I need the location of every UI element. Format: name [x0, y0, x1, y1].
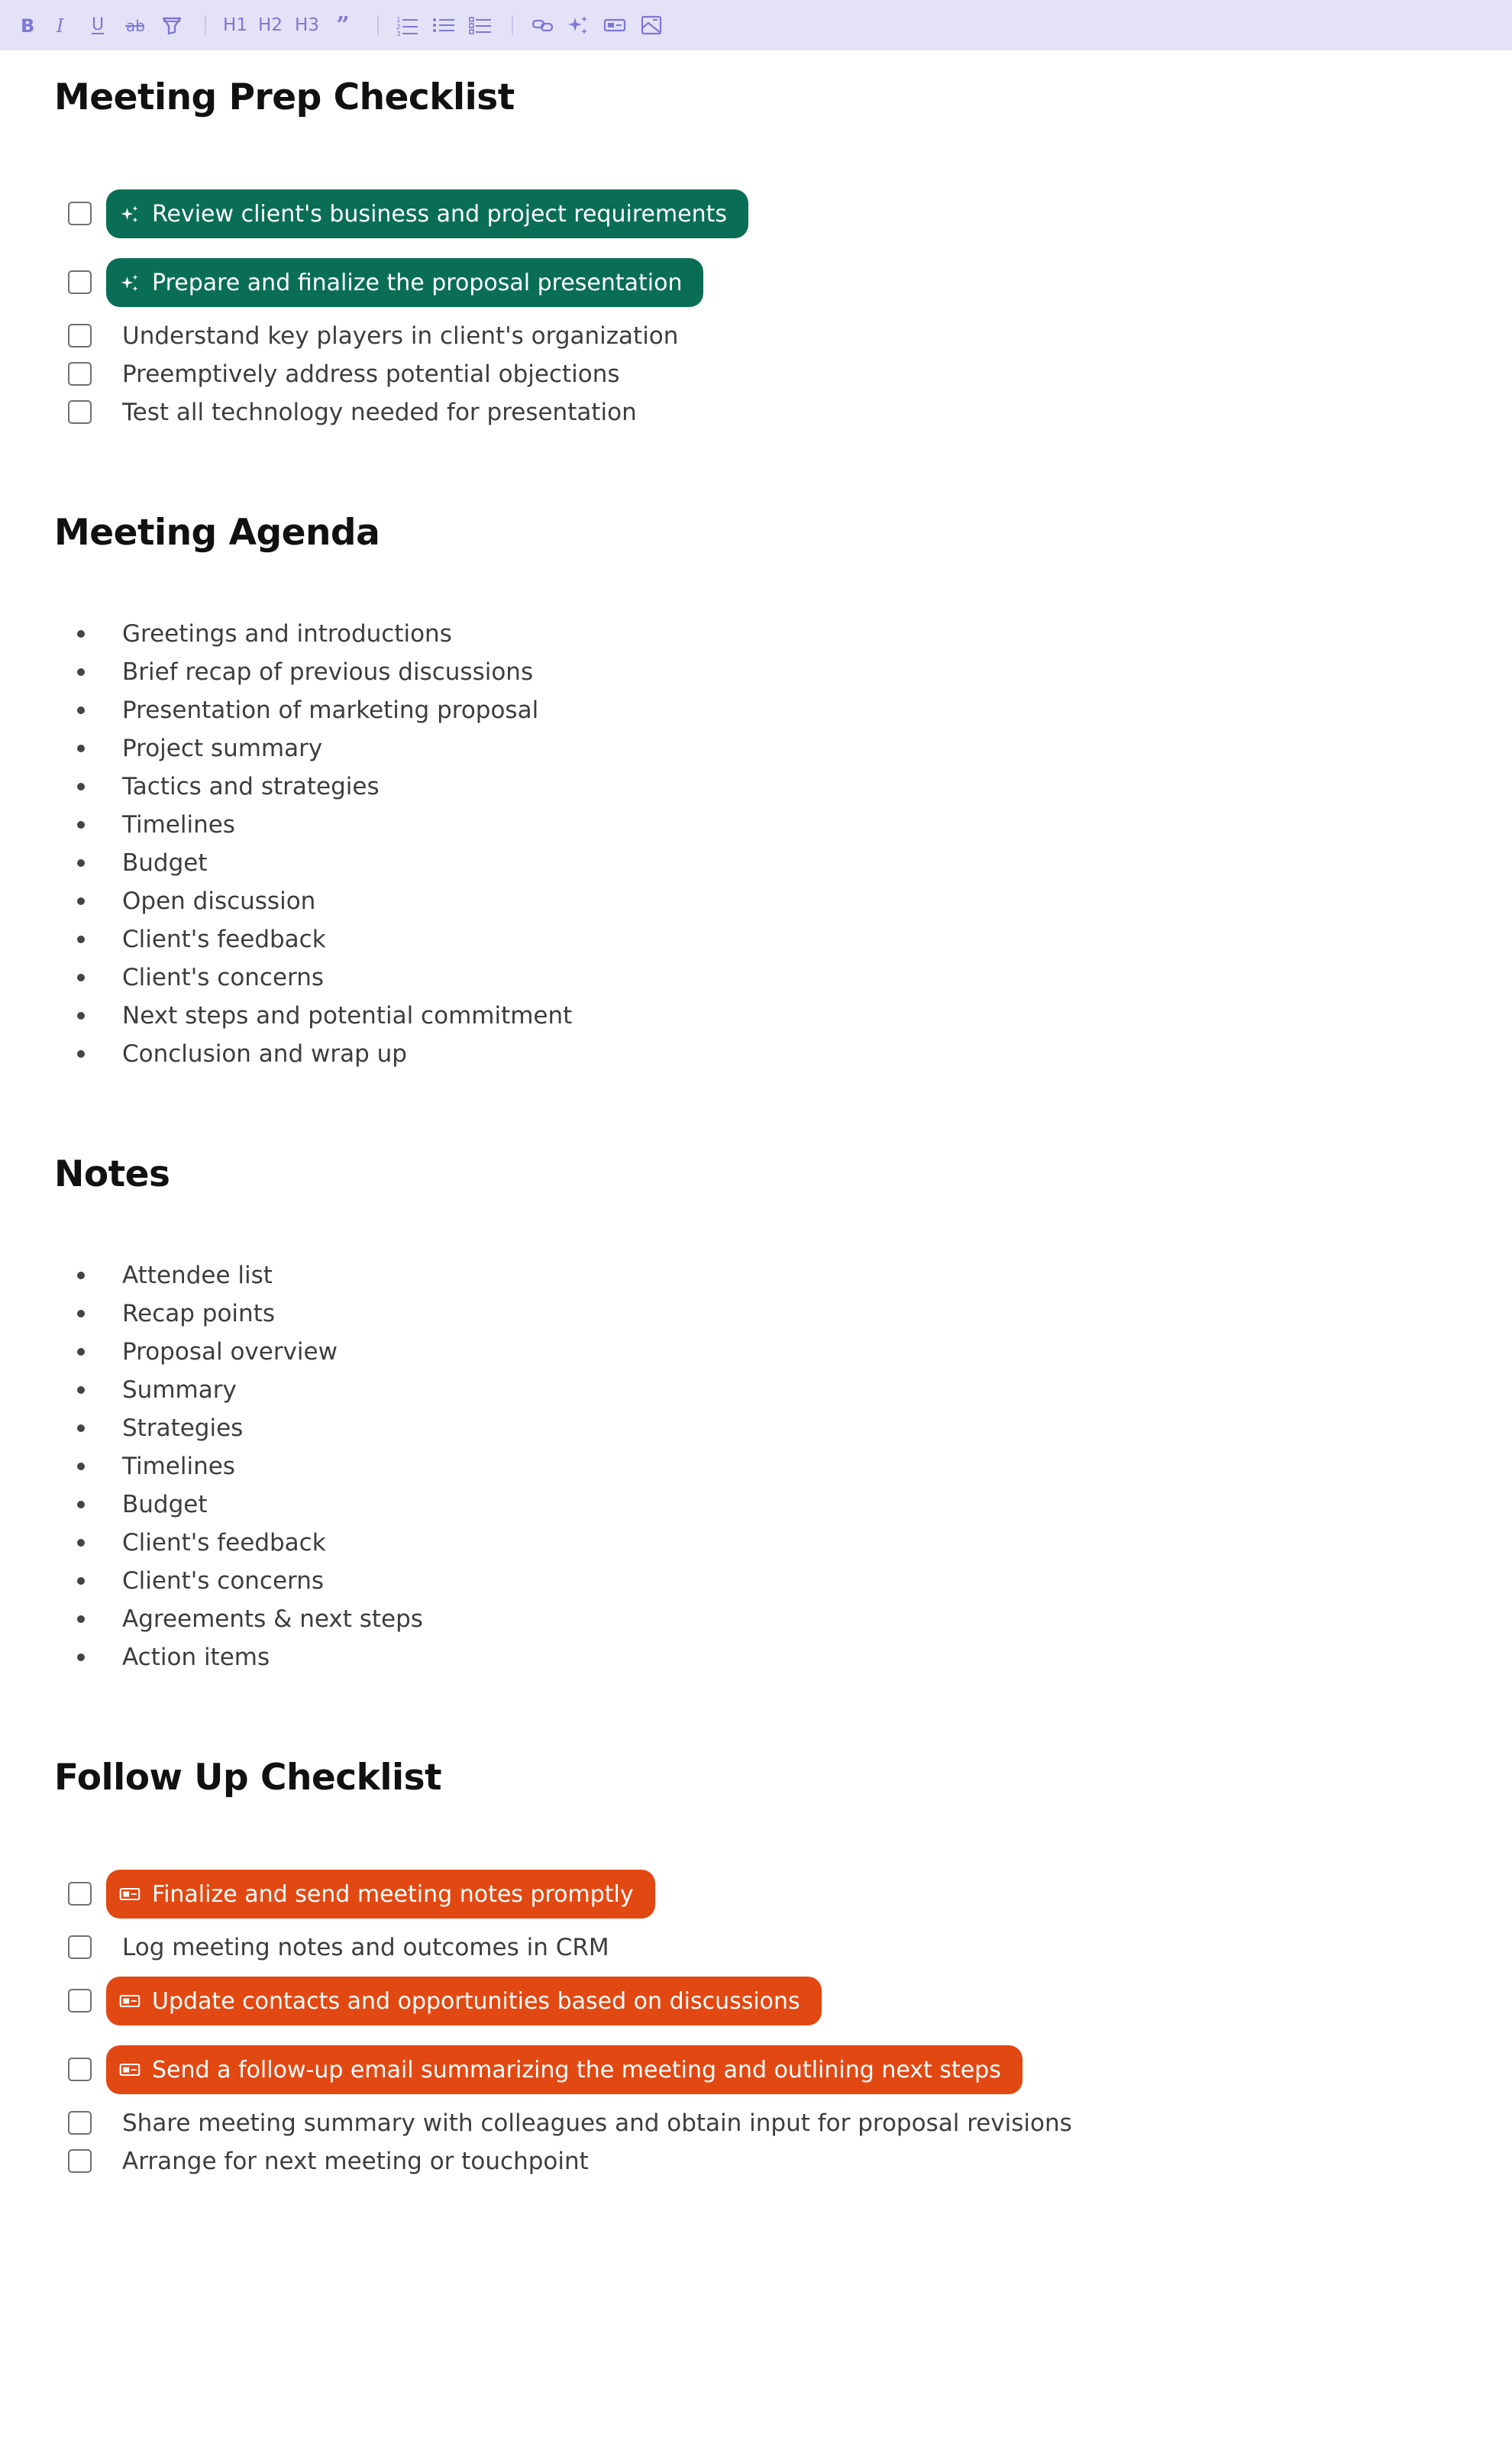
list-item	[0, 1447, 1512, 1485]
pill-label: Finalize and send meeting notes promptly	[152, 1880, 634, 1908]
list-item	[0, 844, 1512, 882]
bullet-dot	[77, 783, 85, 790]
list-item-text: Brief recap of previous discussions	[122, 658, 534, 686]
checklist-item	[0, 2104, 1512, 2142]
list-item-text: Summary	[122, 1376, 237, 1404]
checkbox[interactable]	[68, 2149, 92, 2173]
list-item-text: Agreements & next steps	[122, 1605, 423, 1633]
toolbar-divider	[512, 15, 513, 35]
bullet-dot	[77, 821, 85, 829]
document-editor[interactable]	[0, 50, 1512, 2444]
link-icon[interactable]	[530, 11, 556, 39]
list-item	[0, 1600, 1512, 1638]
checkbox[interactable]	[68, 1882, 92, 1906]
checklist-item-text: Log meeting notes and outcomes in CRM	[122, 1934, 609, 1961]
bullet-dot	[77, 1012, 85, 1020]
strikethrough-icon[interactable]	[122, 11, 148, 39]
section-heading-followup: Follow Up Checklist	[54, 1757, 442, 1799]
list-item	[0, 1295, 1512, 1333]
crm-task-pill[interactable]	[106, 1977, 822, 2025]
list-item	[0, 920, 1512, 959]
bullet-dot	[77, 630, 85, 638]
checkbox[interactable]	[68, 324, 92, 348]
checklist-item	[0, 2142, 1512, 2181]
formatting-toolbar	[0, 0, 1512, 50]
section-heading-agenda: Meeting Agenda	[54, 512, 380, 554]
list-item	[0, 1638, 1512, 1676]
bullet-dot	[77, 1050, 85, 1058]
svg-text:2: 2	[396, 24, 401, 31]
svg-text:I: I	[57, 15, 64, 37]
checklist-item	[0, 317, 1512, 355]
list-item	[0, 1524, 1512, 1562]
bullet-dot	[77, 1310, 85, 1317]
section-heading-notes: Notes	[54, 1153, 170, 1195]
list-item-text: Budget	[122, 849, 208, 877]
checkbox[interactable]	[68, 2111, 92, 2135]
image-icon[interactable]	[638, 11, 664, 39]
checklist-item-text: Preemptively address potential objections	[122, 360, 620, 388]
checklist-item	[0, 393, 1512, 432]
pill-label: Prepare and finalize the proposal presentation	[152, 269, 683, 296]
list-item-text: Open discussion	[122, 887, 316, 915]
checklist-item-text: Arrange for next meeting or touchpoint	[122, 2148, 589, 2175]
crm-field-icon	[118, 2058, 141, 2081]
list-item	[0, 959, 1512, 997]
bullet-dot	[77, 974, 85, 981]
bullet-dot	[77, 1615, 85, 1623]
ordered-list-icon[interactable]	[394, 11, 420, 39]
crm-task-pill[interactable]	[106, 1870, 655, 1919]
bullet-dot	[77, 936, 85, 943]
bullet-dot	[77, 1654, 85, 1661]
svg-text:ab: ab	[126, 17, 145, 35]
checklist-item	[0, 2051, 1512, 2089]
list-item	[0, 1256, 1512, 1295]
list-item-text: Attendee list	[122, 1262, 273, 1289]
list-item-text: Client's concerns	[122, 964, 325, 991]
checklist-item	[0, 263, 1512, 302]
list-item	[0, 1562, 1512, 1600]
heading-2-button[interactable]: H2	[258, 15, 283, 35]
checkbox[interactable]	[68, 270, 92, 294]
bold-icon[interactable]	[14, 11, 40, 39]
list-item	[0, 615, 1512, 653]
list-item-text: Action items	[122, 1644, 270, 1671]
list-item	[0, 882, 1512, 920]
list-item-text: Project summary	[122, 735, 323, 762]
toolbar-divider	[377, 15, 379, 35]
list-item	[0, 768, 1512, 806]
bullet-dot	[77, 1539, 85, 1547]
bullet-dot	[77, 1577, 85, 1585]
list-item-text: Client's concerns	[122, 1567, 325, 1595]
checkbox[interactable]	[68, 400, 92, 424]
checklist-item	[0, 1982, 1512, 2020]
list-item	[0, 729, 1512, 768]
bullet-dot	[77, 1501, 85, 1508]
checkbox[interactable]	[68, 1935, 92, 1959]
crm-field-icon	[118, 1990, 141, 2012]
checklist-item-text: Test all technology needed for presentation	[122, 399, 637, 426]
list-item-text: Presentation of marketing proposal	[122, 697, 539, 724]
list-item-text: Next steps and potential commitment	[122, 1002, 573, 1030]
checkbox[interactable]	[68, 362, 92, 386]
checklist-item-text: Understand key players in client's organization	[122, 322, 679, 350]
list-item-text: Client's feedback	[122, 926, 326, 953]
sparkle-icon	[118, 202, 141, 225]
list-item	[0, 806, 1512, 844]
bullet-dot	[77, 1424, 85, 1432]
svg-text:U: U	[92, 15, 105, 34]
highlight-icon[interactable]	[159, 11, 185, 39]
list-item-text: Recap points	[122, 1300, 276, 1327]
checkbox[interactable]	[68, 2058, 92, 2081]
list-item-text: Conclusion and wrap up	[122, 1040, 407, 1068]
blockquote-button[interactable]: ”	[336, 11, 350, 39]
list-item	[0, 1409, 1512, 1447]
ai-sparkle-icon[interactable]	[565, 11, 591, 39]
list-item	[0, 653, 1512, 691]
svg-text:3: 3	[396, 31, 401, 37]
heading-3-button[interactable]: H3	[295, 15, 319, 35]
crm-field-icon[interactable]	[602, 11, 628, 39]
list-item	[0, 1333, 1512, 1371]
pill-label: Update contacts and opportunities based on discussions	[152, 1987, 800, 2015]
bullet-dot	[77, 668, 85, 676]
list-item	[0, 1035, 1512, 1073]
list-item	[0, 1485, 1512, 1524]
bullet-dot	[77, 897, 85, 905]
bullet-list-icon[interactable]	[431, 11, 457, 39]
list-item-text: Timelines	[122, 811, 235, 839]
checklist-item	[0, 355, 1512, 393]
bullet-dot	[77, 1272, 85, 1279]
toolbar-divider	[205, 15, 206, 35]
list-item-text: Client's feedback	[122, 1529, 326, 1557]
list-item-text: Tactics and strategies	[122, 773, 380, 800]
bullet-dot	[77, 1348, 85, 1356]
svg-text:1: 1	[396, 17, 401, 24]
italic-icon[interactable]	[49, 11, 75, 39]
list-item-text: Greetings and introductions	[122, 620, 452, 648]
list-item-text: Strategies	[122, 1414, 244, 1442]
bullet-dot	[77, 745, 85, 752]
pill-label: Review client's business and project requirements	[152, 200, 728, 228]
list-item-text: Budget	[122, 1491, 208, 1518]
checklist-icon[interactable]	[467, 11, 493, 39]
heading-1-button[interactable]: H1	[223, 15, 247, 35]
underline-icon[interactable]	[86, 11, 111, 39]
checklist-item	[0, 1875, 1512, 1913]
section-heading-prep: Meeting Prep Checklist	[54, 76, 515, 118]
bullet-dot	[77, 1386, 85, 1394]
list-item	[0, 997, 1512, 1035]
list-item-text: Proposal overview	[122, 1338, 338, 1366]
list-item	[0, 691, 1512, 729]
checkbox[interactable]	[68, 1989, 92, 2012]
svg-text:B: B	[21, 15, 35, 37]
crm-field-icon	[118, 1883, 141, 1906]
ai-task-pill[interactable]	[106, 189, 748, 238]
bullet-dot	[77, 706, 85, 714]
checklist-item-text: Share meeting summary with colleagues and obtain input for proposal revisions	[122, 2109, 1072, 2137]
bullet-dot	[77, 1463, 85, 1470]
list-item-text: Timelines	[122, 1453, 235, 1480]
checkbox[interactable]	[68, 202, 92, 225]
ai-task-pill[interactable]	[106, 258, 703, 307]
sparkle-icon	[118, 271, 141, 294]
bullet-dot	[77, 859, 85, 867]
checklist-item	[0, 1928, 1512, 1967]
list-item	[0, 1371, 1512, 1409]
checklist-item	[0, 195, 1512, 233]
crm-task-pill[interactable]	[106, 2045, 1023, 2094]
pill-label: Send a follow-up email summarizing the meeting and outlining next steps	[152, 2056, 1001, 2084]
